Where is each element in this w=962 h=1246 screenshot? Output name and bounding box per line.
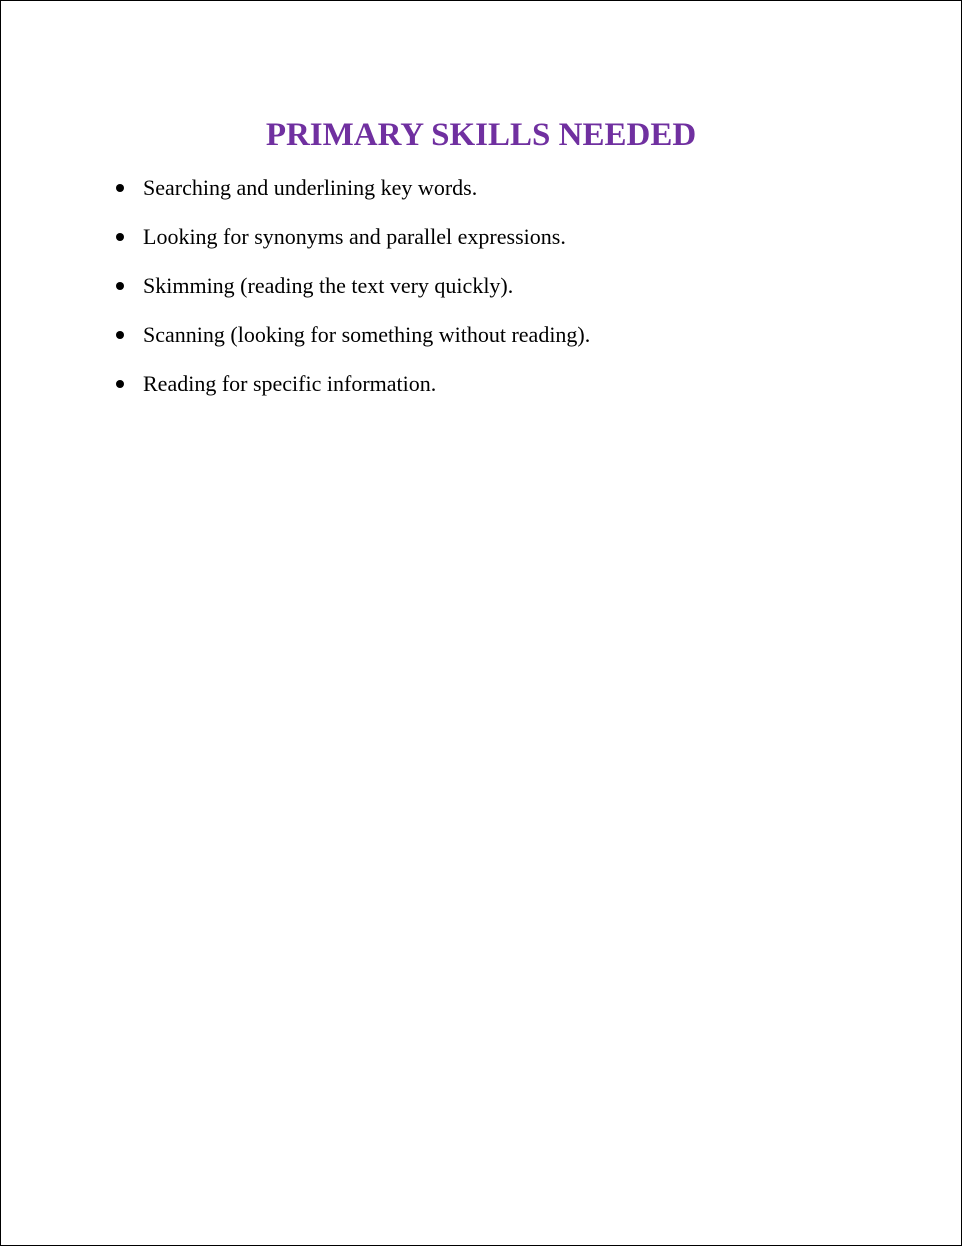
list-item-text: Skimming (reading the text very quickly). xyxy=(143,273,514,298)
list-item xyxy=(113,367,590,401)
list-item-text: Searching and underlining key words. xyxy=(143,175,478,200)
bullet-icon xyxy=(116,331,124,339)
list-item xyxy=(113,269,590,303)
list-item-text: Reading for specific information. xyxy=(143,371,437,396)
list-item xyxy=(113,318,590,352)
bullet-icon xyxy=(116,233,124,241)
bullet-icon xyxy=(116,282,124,290)
bullet-icon xyxy=(116,380,124,388)
bullet-icon xyxy=(116,184,124,192)
skills-list xyxy=(113,171,590,416)
list-item xyxy=(113,220,590,254)
page-title: PRIMARY SKILLS NEEDED xyxy=(265,117,697,153)
list-item-text: Scanning (looking for something without reading). xyxy=(143,322,591,347)
list-item-text: Looking for synonyms and parallel expressions. xyxy=(143,224,566,249)
list-item xyxy=(113,171,590,205)
